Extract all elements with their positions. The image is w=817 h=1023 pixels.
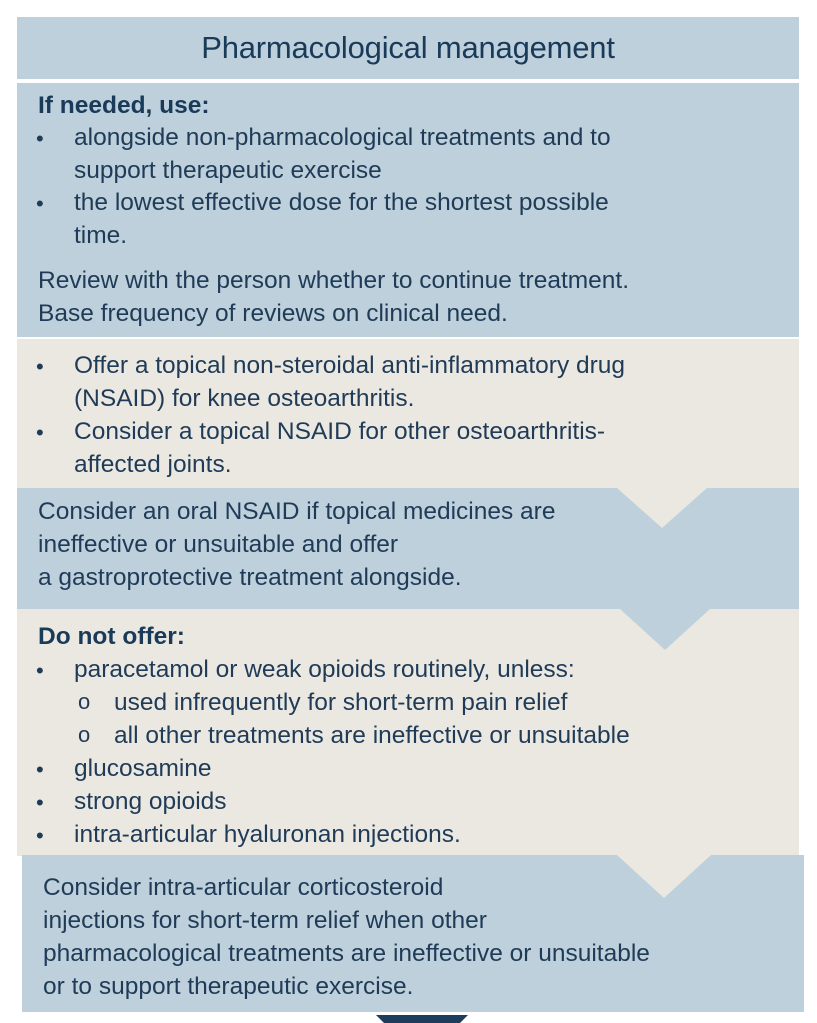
bullet-glyph: • bbox=[36, 757, 44, 782]
if-needed-bullet-1-line-2: support therapeutic exercise bbox=[74, 157, 382, 184]
do-not-offer-bullet-4: intra-articular hyaluronan injections. bbox=[74, 821, 461, 848]
corticosteroid-line-3: pharmacological treatments are ineffective or unsuitable bbox=[43, 940, 650, 967]
bullet-glyph: • bbox=[36, 823, 44, 848]
topical-bullet-2-line-1: Consider a topical NSAID for other osteoarthritis- bbox=[74, 418, 606, 445]
if-needed-bullet-1-line-1: alongside non-pharmacological treatments and to bbox=[74, 124, 611, 151]
box-corticosteroid bbox=[22, 855, 804, 1012]
review-line-2: Base frequency of reviews on clinical need. bbox=[38, 300, 508, 327]
do-not-offer-heading: Do not offer: bbox=[38, 623, 185, 650]
bullet-glyph: • bbox=[36, 790, 44, 815]
corticosteroid-line-4: or to support therapeutic exercise. bbox=[43, 973, 414, 1000]
corticosteroid-line-2: injections for short-term relief when other bbox=[43, 907, 487, 934]
sub-bullet-glyph: o bbox=[78, 689, 91, 714]
sub-bullet-glyph: o bbox=[78, 722, 91, 747]
bullet-glyph: • bbox=[36, 354, 44, 379]
if-needed-heading: If needed, use: bbox=[38, 92, 210, 119]
diagram-title: Pharmacological management bbox=[201, 30, 615, 65]
corticosteroid-line-1: Consider intra-articular corticosteroid bbox=[43, 874, 444, 901]
review-line-1: Review with the person whether to continue treatment. bbox=[38, 267, 630, 294]
box-do-not-offer bbox=[17, 609, 799, 856]
do-not-offer-bullet-3: strong opioids bbox=[74, 788, 227, 815]
topical-bullet-1-line-2: (NSAID) for knee osteoarthritis. bbox=[74, 385, 415, 412]
if-needed-bullet-2-line-1: the lowest effective dose for the shortest possible bbox=[74, 189, 609, 216]
bullet-glyph: • bbox=[36, 658, 44, 683]
do-not-offer-sub-bullet-1: used infrequently for short-term pain relief bbox=[114, 689, 568, 716]
box-topical-nsaid bbox=[17, 339, 799, 488]
arrow-next-step bbox=[376, 1015, 468, 1023]
box-oral-nsaid bbox=[17, 488, 799, 609]
oral-nsaid-line-1: Consider an oral NSAID if topical medicines are bbox=[38, 498, 556, 525]
topical-bullet-1-line-1: Offer a topical non-steroidal anti-inflammatory drug bbox=[74, 352, 626, 379]
topical-bullet-2-line-2: affected joints. bbox=[74, 451, 232, 478]
bullet-glyph: • bbox=[36, 191, 44, 216]
bullet-glyph: • bbox=[36, 420, 44, 445]
if-needed-bullet-2-line-2: time. bbox=[74, 222, 128, 249]
box-if-needed bbox=[17, 83, 799, 337]
do-not-offer-bullet-1: paracetamol or weak opioids routinely, unless: bbox=[74, 656, 575, 683]
title-box bbox=[17, 17, 799, 81]
oral-nsaid-line-3: a gastroprotective treatment alongside. bbox=[38, 564, 462, 591]
do-not-offer-bullet-2: glucosamine bbox=[74, 755, 212, 782]
bullet-glyph: • bbox=[36, 126, 44, 151]
oral-nsaid-line-2: ineffective or unsuitable and offer bbox=[38, 531, 399, 558]
do-not-offer-sub-bullet-2: all other treatments are ineffective or unsuitable bbox=[114, 722, 630, 749]
